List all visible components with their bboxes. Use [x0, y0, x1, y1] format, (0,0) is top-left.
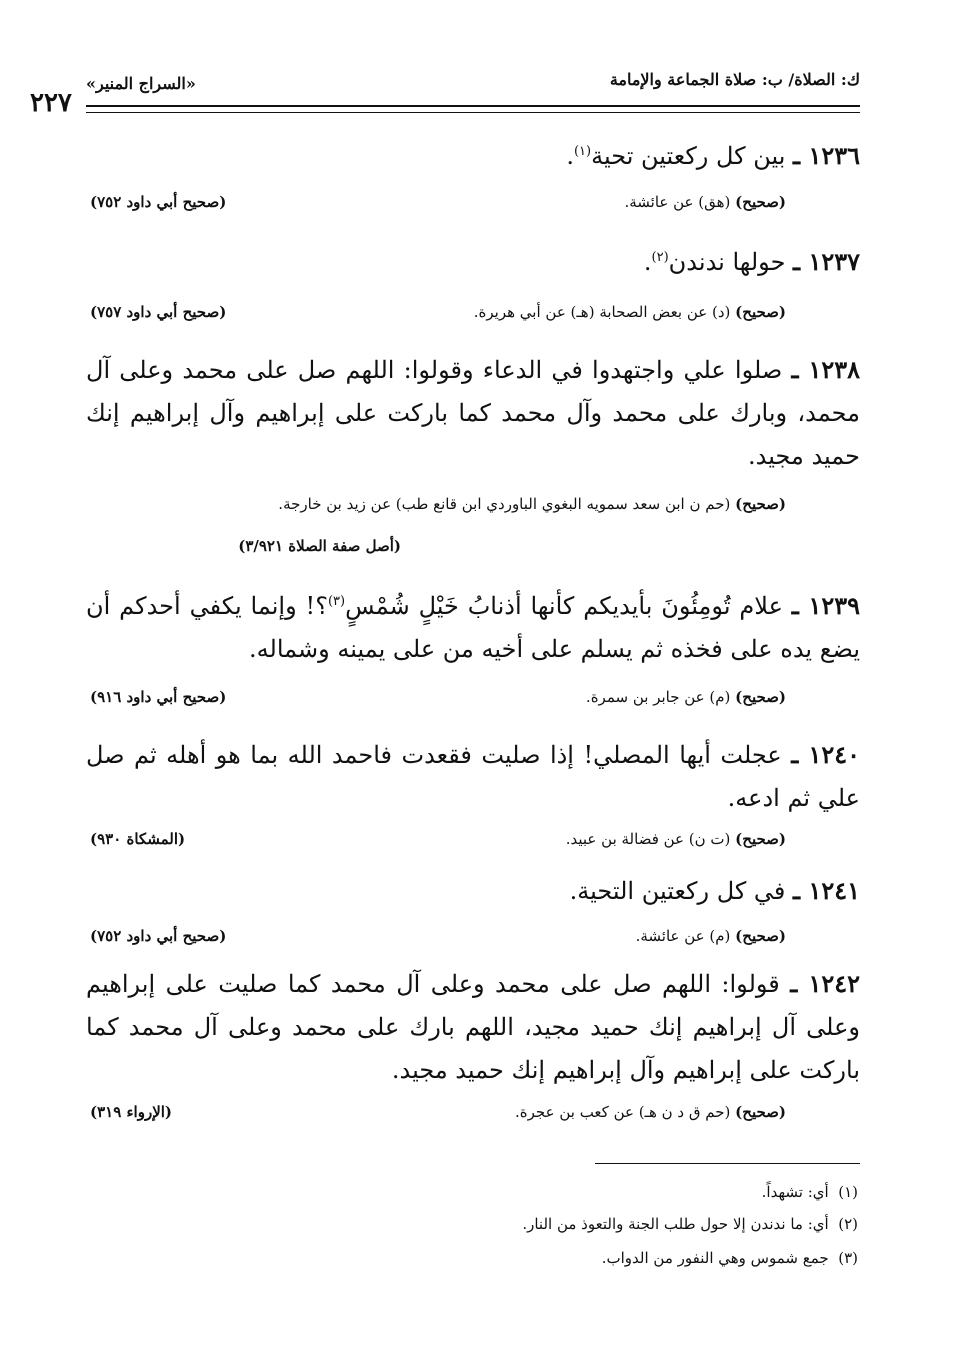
- hadith-1242: [86, 962, 860, 1092]
- source-text: (حم ق د ن هـ) عن كعب بن عجرة.: [515, 1103, 731, 1121]
- punctuation: .: [643, 248, 652, 276]
- hadith-reference: (الإرواء ٣١٩): [90, 1103, 173, 1121]
- hadith-text: عجلت أيها المصلي! إذا صليت فقعدت فاحمد الله بما هو أهله ثم صل علي ثم ادعه.: [86, 741, 860, 812]
- hadith-reference: (صحيح أبي داود ٧٥٢): [90, 193, 227, 211]
- grade: (صحيح): [735, 303, 786, 321]
- hadith-1237: [86, 236, 860, 284]
- hadith-reference: (المشكاة ٩٣٠): [90, 830, 186, 848]
- grade: (صحيح): [735, 830, 786, 848]
- footnote-2: [522, 1215, 858, 1233]
- footnote-number: (٢): [838, 1215, 858, 1233]
- hadith-reference: (صحيح أبي داود ٧٥٢): [90, 927, 227, 945]
- footnote-text: أي: تشهداً.: [761, 1183, 829, 1201]
- source-text: (د) عن بعض الصحابة (هـ) عن أبي هريرة.: [473, 303, 731, 321]
- hadith-source: [636, 927, 786, 945]
- hadith-source: [586, 688, 786, 706]
- hadith-reference: (صحيح أبي داود ٧٥٧): [90, 303, 227, 321]
- footnote-number: (١): [838, 1183, 858, 1201]
- grade: (صحيح): [735, 193, 786, 211]
- hadith-source: [278, 495, 786, 513]
- source-text: (م) عن جابر بن سمرة.: [585, 688, 731, 706]
- footnote-marker: (٢): [651, 250, 669, 265]
- hadith-source: [515, 1103, 786, 1121]
- footnote-marker: (٣): [327, 594, 346, 609]
- hadith-text: علام تُومِئُونَ بأيديكم كأنها أذنابُ خَيْلٍ شُمْسٍ: [345, 592, 783, 620]
- footnote-3: [602, 1249, 858, 1267]
- hadith-text: بين كل ركعتين تحية: [591, 142, 786, 170]
- hadith-text: في كل ركعتين التحية.: [569, 877, 786, 905]
- header-rule-thin: [86, 112, 860, 113]
- footnote-1: [762, 1183, 858, 1201]
- hadith-text: صلوا علي واجتهدوا في الدعاء وقولوا: اللهم صل على محمد وعلى آل محمد، وبارك على محمد وآل محمد كما باركت على إبراهيم وآل إبراهيم إنك حميد مجيد.: [86, 356, 860, 470]
- hadith-source: [624, 193, 786, 211]
- chapter-heading: ك: الصلاة/ ب: صلاة الجماعة والإمامة: [609, 70, 860, 89]
- hadith-1241: [86, 869, 860, 913]
- footnote-text: جمع شموس وهي النفور من الدواب.: [601, 1249, 829, 1267]
- hadith-number: ١٢٣٦ ـ: [793, 141, 860, 170]
- page-number: ٢٢٧: [30, 88, 72, 118]
- hadith-reference: (أصل صفة الصلاة ٣/٩٢١): [238, 537, 401, 555]
- source-text: (ت ن) عن فضالة بن عبيد.: [565, 830, 731, 848]
- hadith-number: ١٢٣٨ ـ: [791, 355, 860, 384]
- footnote-number: (٣): [838, 1249, 858, 1267]
- source-text: (حم ن ابن سعد سمويه البغوي الباوردي ابن قانع طب) عن زيد بن خارجة.: [278, 495, 731, 513]
- hadith-number: ١٢٤١ ـ: [793, 876, 860, 905]
- grade: (صحيح): [735, 927, 786, 945]
- hadith-1240: [86, 733, 860, 820]
- footnote-separator: [595, 1163, 860, 1164]
- hadith-text-cont: ؟! وإنما يكفي أحدكم أن يضع يده على فخذه ثم يسلم على أخيه من على يمينه وشماله.: [86, 592, 860, 663]
- hadith-number: ١٢٣٩ ـ: [791, 591, 860, 620]
- book-title: «السراج المنير»: [86, 74, 196, 93]
- source-text: (م) عن عائشة.: [635, 927, 731, 945]
- hadith-1238: [86, 348, 860, 478]
- hadith-1236: [86, 130, 860, 178]
- source-text: (هق) عن عائشة.: [624, 193, 731, 211]
- footnote-marker: (١): [573, 144, 592, 159]
- grade: (صحيح): [735, 688, 786, 706]
- hadith-text: حولها ندندن: [668, 248, 786, 276]
- punctuation: .: [566, 142, 574, 170]
- hadith-text: قولوا: اللهم صل على محمد وعلى آل محمد كما صليت على إبراهيم وعلى آل إبراهيم إنك حميد مجيد، اللهم بارك على محمد وعلى آل محمد كما باركت على إبراهيم وآل إبراهيم إنك حميد مجيد.: [86, 970, 861, 1084]
- hadith-source: [566, 830, 786, 848]
- grade: (صحيح): [735, 1103, 786, 1121]
- hadith-number: ١٢٤٠ ـ: [791, 740, 860, 769]
- header-rule: [86, 105, 860, 107]
- hadith-1239: [86, 580, 860, 671]
- footnote-text: أي: ما ندندن إلا حول طلب الجنة والتعوذ من النار.: [522, 1215, 829, 1233]
- grade: (صحيح): [735, 495, 786, 513]
- hadith-source: [474, 303, 786, 321]
- hadith-number: ١٢٤٢ ـ: [790, 969, 860, 998]
- hadith-number: ١٢٣٧ ـ: [793, 247, 860, 276]
- hadith-reference: (صحيح أبي داود ٩١٦): [90, 688, 227, 706]
